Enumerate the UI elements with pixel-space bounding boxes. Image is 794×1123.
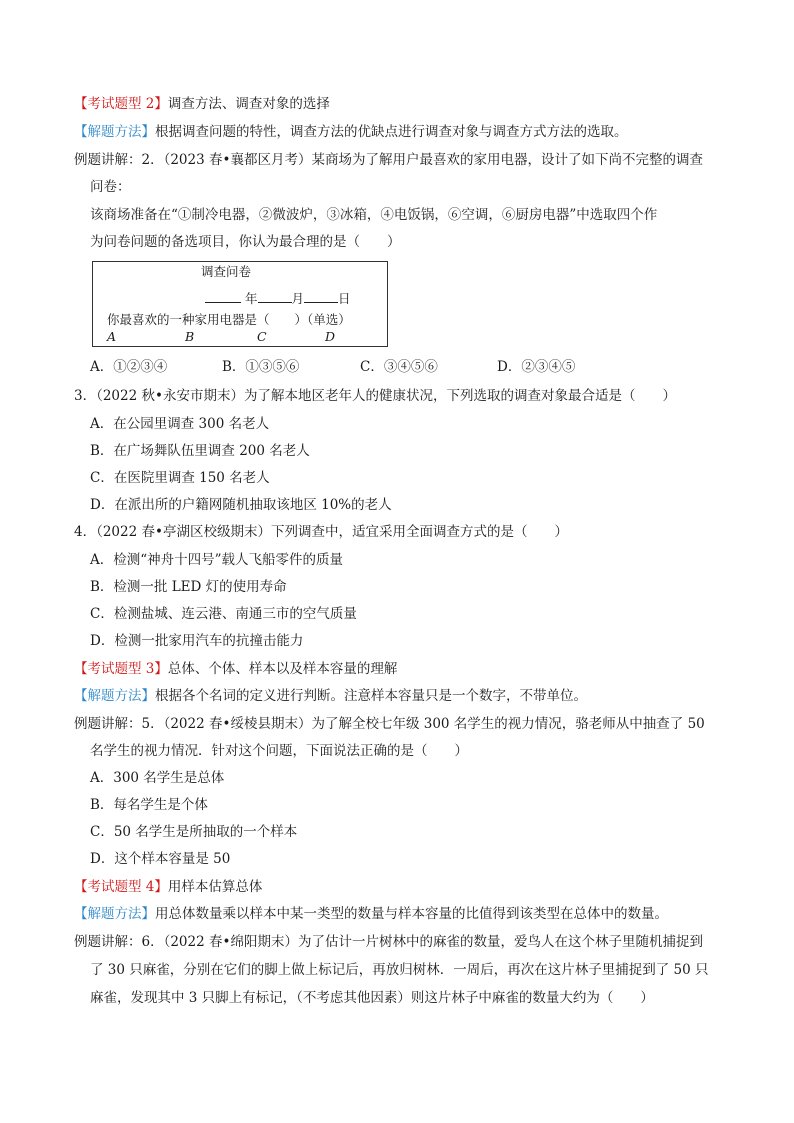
section-tag: 【考试题型 4】: [74, 879, 168, 895]
month-blank: [258, 289, 292, 303]
option-b: B．每名学生是个体: [90, 797, 208, 813]
method-tag: 【解题方法】: [74, 688, 155, 704]
survey-title: 调查问卷: [201, 264, 252, 279]
section-title: 调查方法、调查对象的选择: [167, 96, 330, 112]
year-label: 年: [244, 291, 258, 306]
option-d: D．检测一批家用汽车的抗撞击能力: [90, 633, 304, 649]
question-stem: 例题讲解：5．（2022 春•绥棱县期末）为了解全校七年级 300 名学生的视力情况，骆老师从中抽查了 50: [74, 716, 705, 732]
question-stem-cont: 为问卷问题的备选项目，你认为最合理的是（ ）: [90, 234, 401, 250]
option-c: C．在医院里调查 150 名老人: [90, 470, 270, 486]
option-a: A．①②③④: [90, 359, 168, 375]
question-stem-cont: 了 30 只麻雀，分别在它们的脚上做上标记后，再放归树林．一周后，再次在这片林子里捕捉到了 50 只: [90, 962, 709, 978]
section-heading: [74, 659, 397, 679]
method-tag: 【解题方法】: [74, 906, 155, 922]
section-heading: [74, 877, 262, 897]
question-stem-cont: 该商场准备在“①制冷电器，②微波炉，③冰箱，④电饭锅，⑥空调，⑥厨房电器”中选取四个作: [90, 207, 658, 223]
survey-label-d: D: [325, 329, 336, 344]
question-stem-cont: 麻雀，发现其中 3 只脚上有标记，（不考虑其他因素）则这片林子中麻雀的数量大约为（ ）: [90, 990, 654, 1006]
survey-date-line: [205, 289, 351, 309]
question-stem-cont: 名学生的视力情况．针对这个问题，下面说法正确的是（ ）: [90, 743, 468, 759]
section-tag: 【考试题型 3】: [74, 661, 168, 677]
question-stem-cont: 问卷：: [90, 179, 131, 195]
month-label: 月: [291, 291, 305, 306]
method-line: [74, 686, 587, 706]
option-c: C．③④⑤⑥: [360, 359, 438, 375]
question-stem: 例题讲解：2．（2023 春•襄都区月考）某商场为了解用户最喜欢的家用电器，设计了如下尚不完整的调查: [74, 152, 703, 168]
method-text: 用总体数量乘以样本中某一类型的数量与样本容量的比值得到该类型在总体中的数量。: [155, 906, 668, 922]
survey-label-c: C: [257, 329, 267, 344]
section-title: 总体、个体、样本以及样本容量的理解: [167, 661, 398, 677]
method-line: [74, 904, 668, 924]
method-text: 根据各个名词的定义进行判断。注意样本容量只是一个数字，不带单位。: [155, 688, 587, 704]
section-title: 用样本估算总体: [167, 879, 263, 895]
survey-form-box: [92, 261, 388, 347]
option-b: B．在广场舞队伍里调查 200 名老人: [90, 443, 310, 459]
question-stem: 3．（2022 秋•永安市期末）为了解本地区老年人的健康状况，下列选取的调查对象最合适是（ ）: [74, 388, 676, 404]
method-tag: 【解题方法】: [74, 124, 155, 140]
option-a: A．300 名学生是总体: [90, 770, 225, 786]
option-c: C．50 名学生是所抽取的一个样本: [90, 824, 298, 840]
option-d: D．在派出所的户籍网随机抽取该地区 10%的老人: [90, 497, 392, 513]
survey-question: 你最喜欢的一种家用电器是（ ）（单选）: [107, 312, 351, 327]
method-text: 根据调查问题的特性，调查方法的优缺点进行调查对象与调查方式方法的选取。: [155, 124, 628, 140]
section-heading: [74, 94, 330, 114]
option-b: B．检测一批 LED 灯的使用寿命: [90, 579, 287, 595]
survey-label-b: B: [185, 329, 195, 344]
option-a: A．在公园里调查 300 名老人: [90, 416, 270, 432]
option-d: D．②③④⑤: [497, 359, 576, 375]
option-c: C．检测盐城、连云港、南通三市的空气质量: [90, 606, 357, 622]
question-stem: 例题讲解：6．（2022 春•绵阳期末）为了估计一片树林中的麻雀的数量，爱鸟人在这个林子里随机捕捉到: [74, 934, 703, 950]
section-tag: 【考试题型 2】: [74, 96, 168, 112]
method-line: [74, 122, 628, 142]
question-stem: 4．（2022 春•亭湖区校级期末）下列调查中，适宜采用全面调查方式的是（ ）: [74, 524, 568, 540]
option-b: B．①③⑤⑥: [222, 359, 300, 375]
year-blank: [205, 289, 241, 303]
option-a: A．检测“神舟十四号”载人飞船零件的质量: [90, 552, 344, 568]
survey-label-a: A: [107, 329, 117, 344]
day-blank: [304, 289, 338, 303]
day-label: 日: [338, 291, 351, 306]
option-d: D．这个样本容量是 50: [90, 851, 231, 867]
